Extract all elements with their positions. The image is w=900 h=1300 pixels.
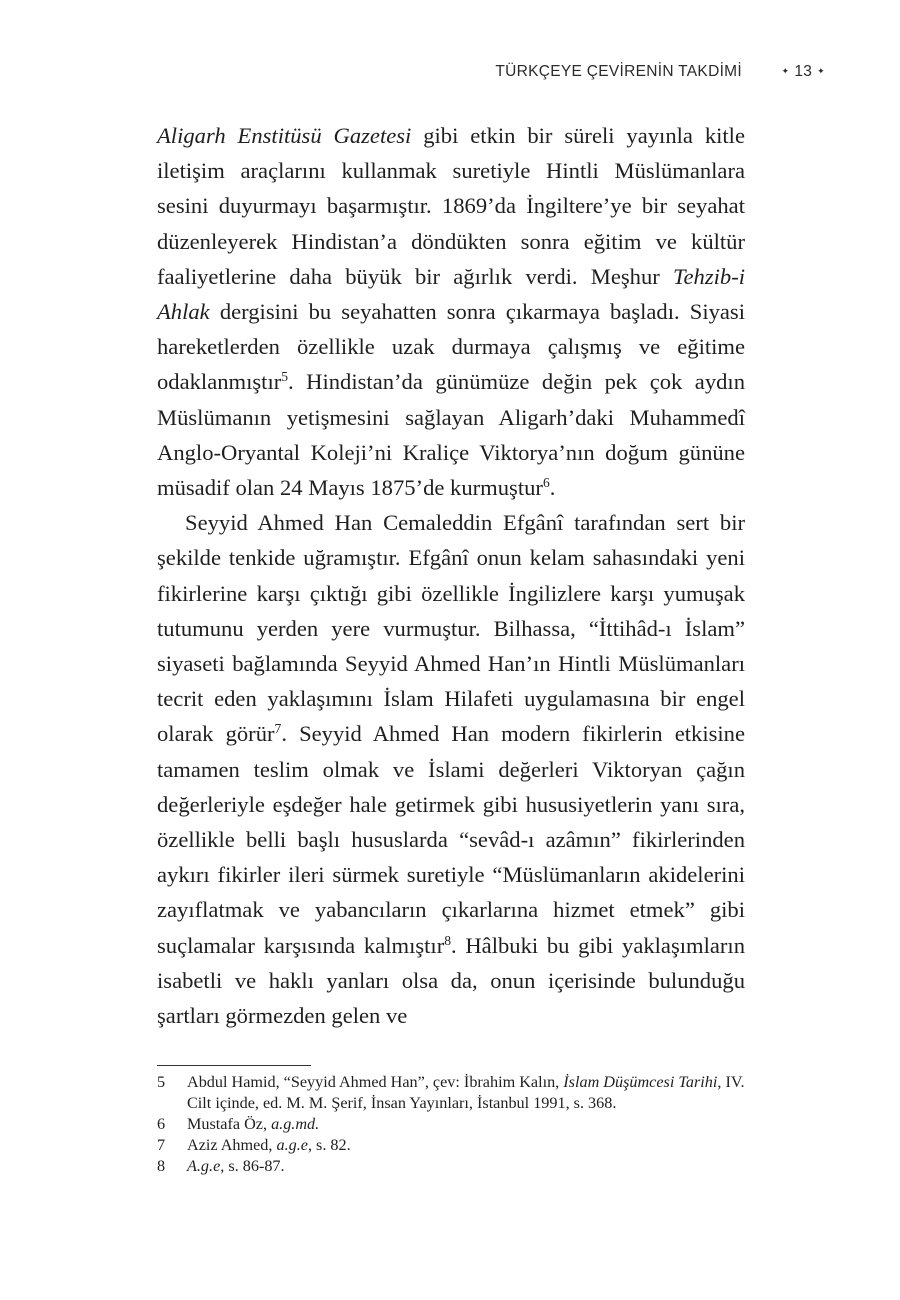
text-run: gibi etkin bir süreli yayınla kitle iletişim araçlarını kullanmak suretiyle Hintli Müslümanlara sesini duyurmayı başarmıştır. 1869’da İngiltere’ye bir seyahat düzenleyerek Hindistan’a döndükten sonra eğitim ve kültür faaliyetlerine daha büyük bir ağırlık verdi. Meşhur <box>157 123 745 289</box>
footnote-ref: 8 <box>444 932 451 948</box>
text-run: Seyyid Ahmed Han Cemaleddin Efgânî tarafından sert bir şekilde tenkide uğramıştır. Efgânî onun kelam sahasındaki yeni fikirlerine karşı çıktığı gibi özellikle İngilizlere karşı yumuşak tutumunu yerden yere vurmuştur. Bilhassa, “İttihâd-ı İslam” siyaseti bağlamında Seyyid Ahmed Han’ın Hintli Müslümanları tecrit eden yaklaşımını İslam Hilafeti uygulamasına bir engel olarak görür <box>157 510 745 747</box>
star-ornament-icon: ✦ <box>781 66 790 76</box>
footnote-ref: 6 <box>542 474 550 490</box>
text-run: Abdul Hamid, “Seyyid Ahmed Han”, çev: İbrahim Kalın, <box>187 1073 564 1091</box>
footnote-number: 6 <box>157 1115 166 1133</box>
footnote-number: 5 <box>157 1073 166 1091</box>
italic-text: a.g.e <box>276 1136 308 1154</box>
star-ornament-icon: ✦ <box>817 66 825 76</box>
footnote-text <box>187 1114 745 1135</box>
footnote <box>157 1135 745 1156</box>
footnote <box>157 1156 745 1177</box>
running-header <box>0 63 900 87</box>
footnote-text <box>187 1156 745 1177</box>
footnote-divider <box>157 1065 311 1066</box>
text-run: Mustafa Öz, <box>187 1115 272 1133</box>
italic-text: Tehzib-i Ahlak <box>157 263 745 325</box>
italic-text: Aligarh Enstitüsü Gazetesi <box>157 123 412 148</box>
footnote-ref: 7 <box>274 721 282 737</box>
text-run: . <box>549 475 556 501</box>
text-run: . Hâlbuki bu gibi yaklaşımların isabetli ve haklı yanları olsa da, onun içerisinde bulunduğu şartları görmezden gelen ve <box>157 932 745 1029</box>
text-run: . Seyyid Ahmed Han modern fikirlerin etkisine tamamen teslim olmak ve İslami değerleri Viktoryan çağın değerleriyle eşdeğer hale getirmek gibi hususiyetlerin yanı sıra, özellikle belli başlı hususlarda “sevâd-ı azâmın” fikirlerinden aykırı fikirler ileri sürmek suretiyle “Müslümanların akidelerini zayıflatmak ve yabancıların çıkarlarına hizmet etmek” gibi suçlamalar karşısında kalmıştır <box>157 721 745 958</box>
text-run: , IV. Cilt içinde, ed. M. M. Şerif, İnsan Yayınları, İstanbul 1991, s. 368. <box>187 1073 745 1112</box>
footnote-number: 7 <box>157 1136 166 1154</box>
footnote-text <box>187 1072 745 1114</box>
footnote-text <box>187 1135 745 1156</box>
paragraph <box>157 118 745 505</box>
running-header-title: TÜRKÇEYE ÇEVİRENİN TAKDİMİ <box>495 63 742 80</box>
text-run: , s. 82. <box>307 1136 351 1154</box>
footnotes <box>157 1072 745 1177</box>
italic-text: İslam Düşümcesi Tarihi <box>563 1073 718 1091</box>
body-text <box>157 118 745 1033</box>
footnote <box>157 1114 745 1135</box>
text-run: , s. 86-87. <box>220 1157 285 1175</box>
footnote-number: 8 <box>157 1157 166 1175</box>
text-run: . Hindistan’da günümüze değin pek çok aydın Müslümanın yetişmesini sağlayan Aligarh’daki Muhammedî Anglo-Oryantal Koleji’ni Kraliçe Viktorya’nın doğum gününe müsadif olan 24 Mayıs 1875’de kurmuştur <box>157 369 745 501</box>
italic-text: A.g.e <box>187 1157 221 1175</box>
page-number-block <box>776 63 830 81</box>
paragraph <box>157 505 745 1033</box>
footnote-ref: 5 <box>281 369 289 385</box>
footnote <box>157 1072 745 1114</box>
text-run: Aziz Ahmed, <box>187 1136 277 1154</box>
italic-text: a.g.md. <box>271 1115 320 1133</box>
page-number: 13 <box>794 63 813 80</box>
text-run: dergisini bu seyahatten sonra çıkarmaya başladı. Siyasi hareketlerden özellikle uzak durmaya çalışmış ve eğitime odaklanmıştır <box>157 299 745 395</box>
